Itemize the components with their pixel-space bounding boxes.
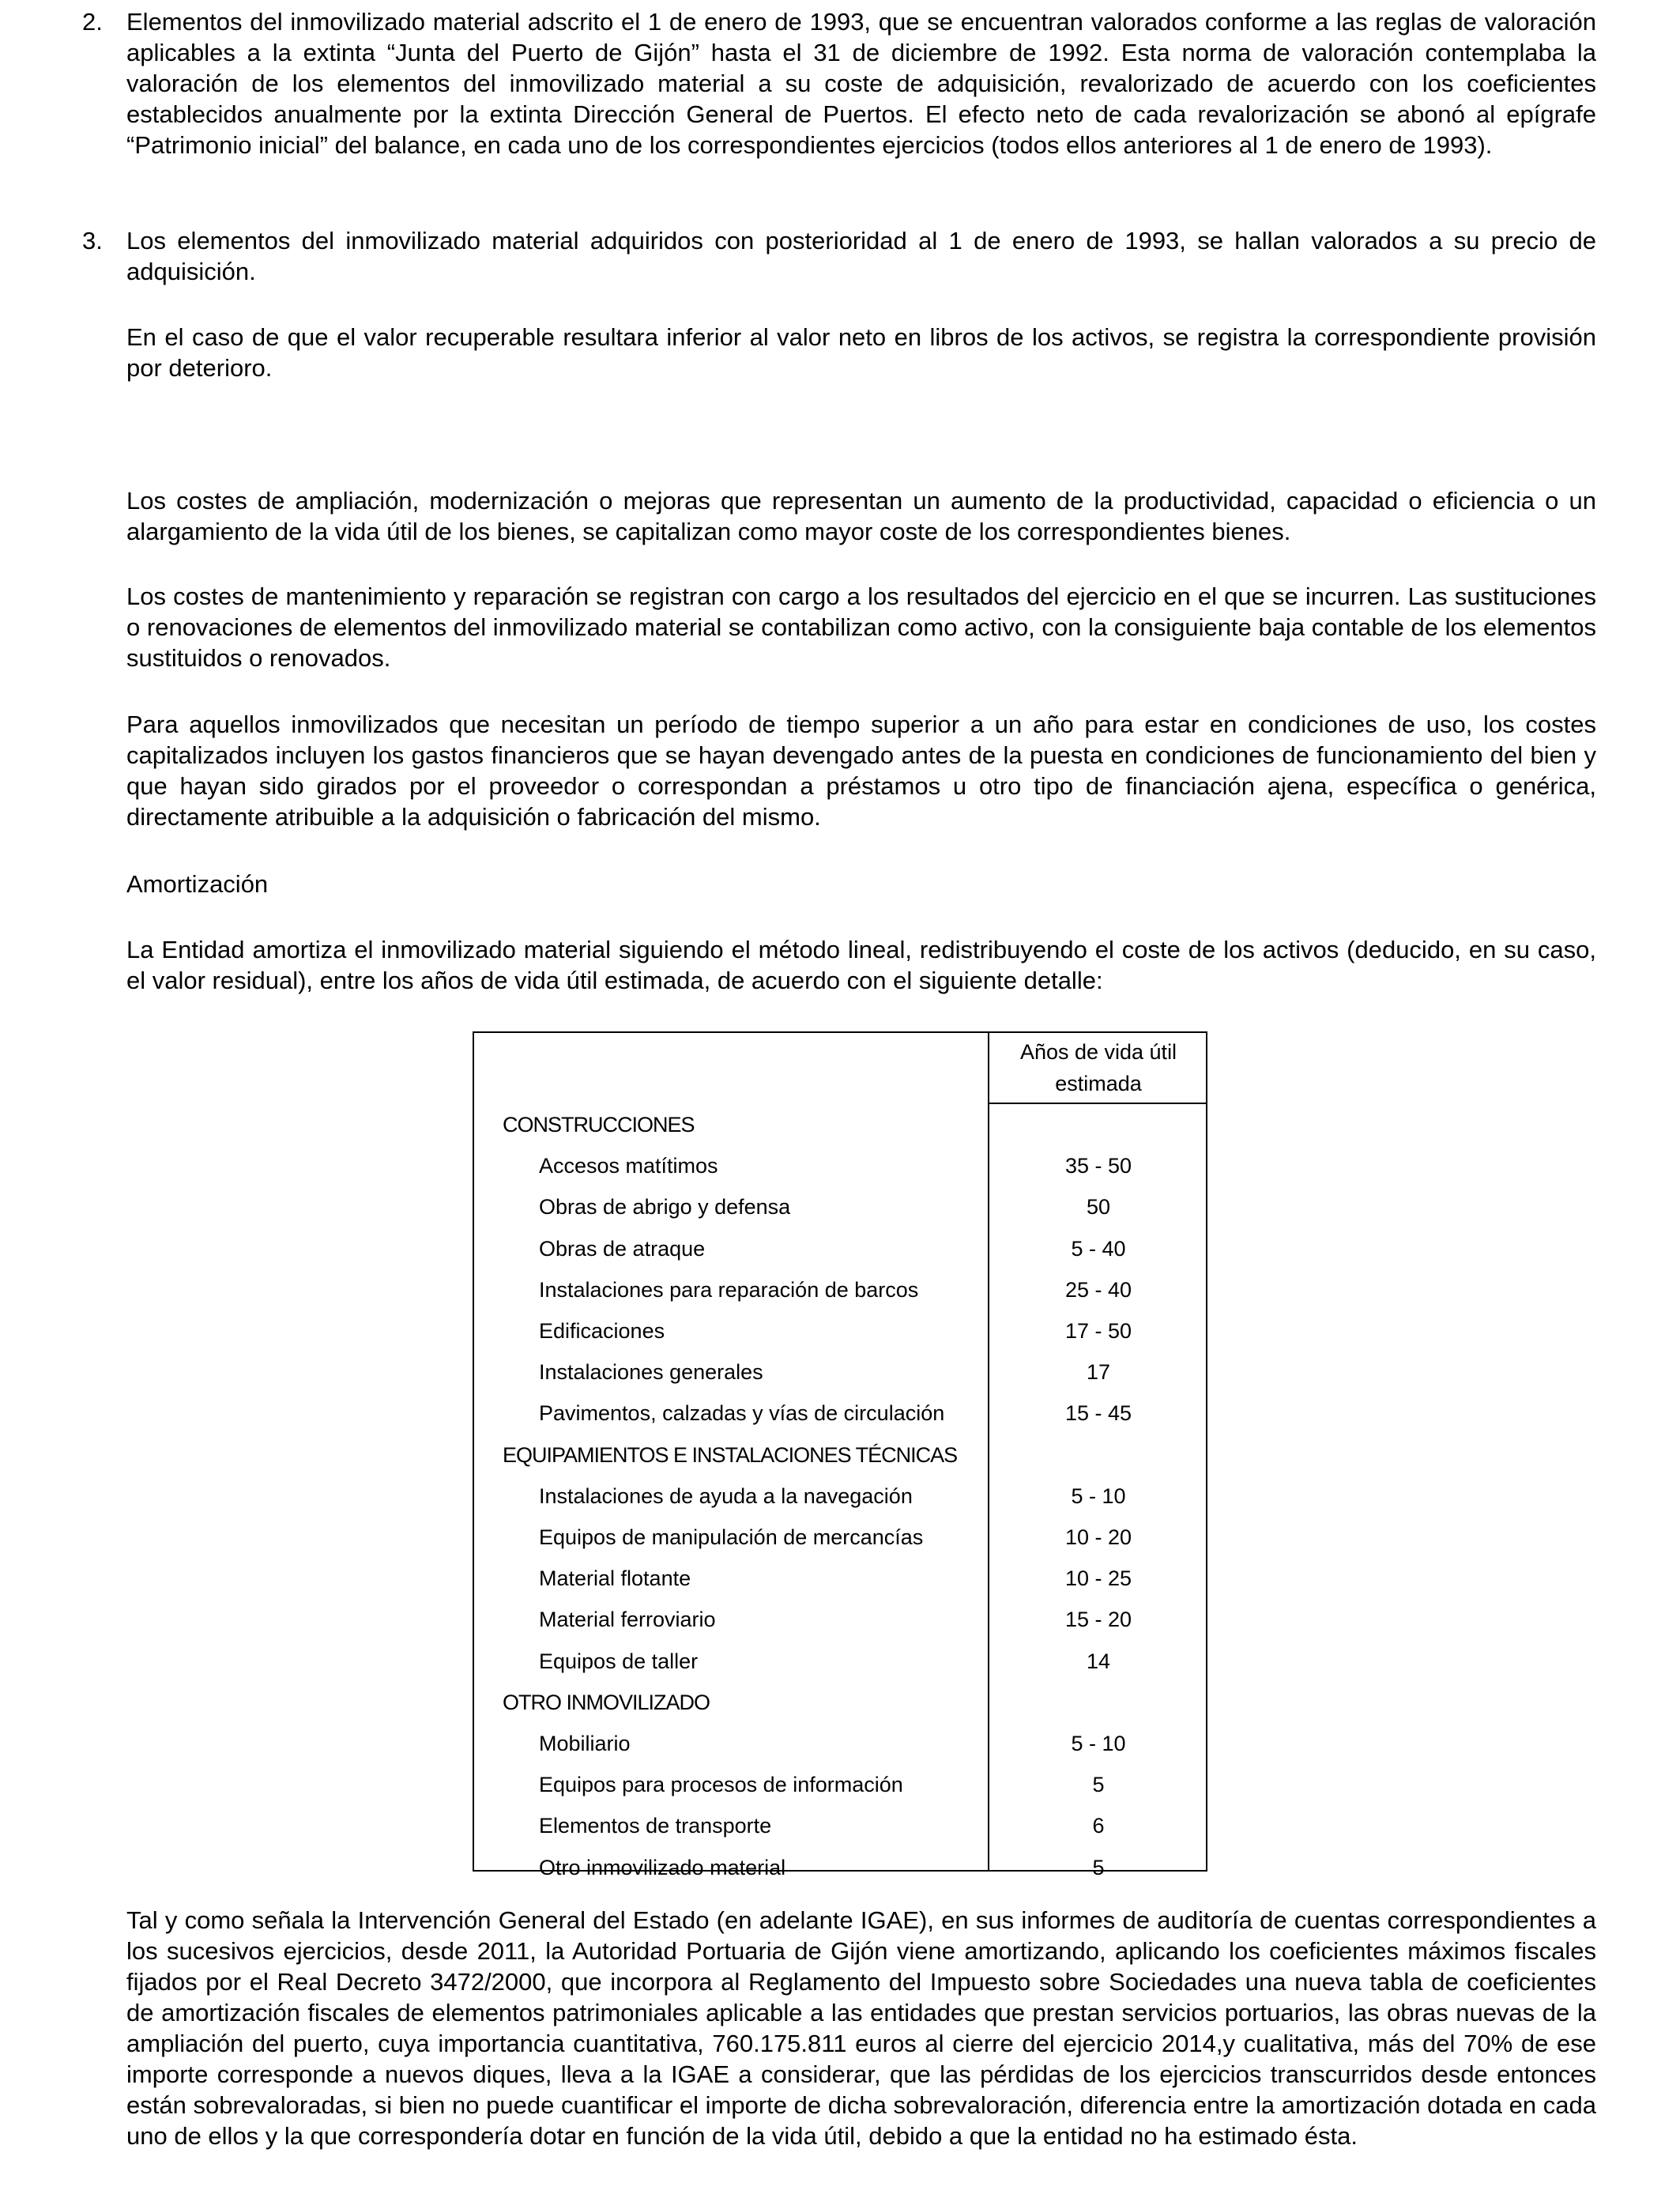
- paragraph-ampliacion: Los costes de ampliación, modernización o mejoras que representan un aumento de la productividad, capacidad o eficiencia o un alargamiento de la vida útil de los bienes, se capitalizan como mayor coste de los correspondientes bienes.: [126, 487, 1596, 545]
- table-row: [474, 1847, 1207, 1888]
- list-item-2-text: Elementos del inmovilizado material adscrito el 1 de enero de 1993, que se encuentran valorados conforme a las reglas de valoración aplicables a la extinta “Junta del Puerto de Gijón” hasta el 31 de diciembre de 1992. Esta norma de valoración contemplaba la valoración de los elementos del inmovilizado material a su coste de adquisición, revalorizado de acuerdo con los coeficientes establecidos anualmente por la extinta Dirección General de Puertos. El efecto neto de cada revalorización se abonó al epígrafe “Patrimonio inicial” del balance, en cada uno de los correspondientes ejercicios (todos ellos anteriores al 1 de enero de 1993).: [126, 8, 1596, 159]
- table-row-label: Pavimentos, calzadas y vías de circulación: [539, 1401, 945, 1426]
- table-category-row: [474, 1104, 1207, 1145]
- table-row-label: Mobiliario: [539, 1732, 631, 1755]
- table-row: [474, 1476, 1207, 1517]
- table-category-row: [474, 1682, 1207, 1723]
- table-row: [474, 1186, 1207, 1227]
- list-number-2: 2.: [82, 8, 103, 36]
- table-row-years: 10 - 25: [1064, 1566, 1132, 1591]
- table-row-label: Instalaciones de ayuda a la navegación: [539, 1483, 913, 1508]
- table-row: [474, 1641, 1207, 1682]
- table-row: [474, 1145, 1207, 1186]
- table-row-years: 5: [1092, 1855, 1105, 1879]
- paragraph-amortizacion-intro: La Entidad amortiza el inmovilizado material siguiendo el método lineal, redistribuyendo el coste de los activos (deducido, en su caso, el valor residual), entre los años de vida útil estimada, de acuerdo con el siguiente detalle:: [126, 936, 1596, 994]
- section-heading-amortizacion: Amortización: [126, 870, 269, 898]
- table-row-years: 17 - 50: [1064, 1319, 1132, 1343]
- table-row-label: Obras de atraque: [539, 1236, 706, 1261]
- table-row: [474, 1351, 1207, 1393]
- table-row: [474, 1517, 1207, 1558]
- useful-life-table: [473, 1031, 1207, 1879]
- table-row: [474, 1269, 1207, 1310]
- table-row-label: Instalaciones para reparación de barcos: [539, 1277, 919, 1302]
- table-row-years: 17: [1086, 1360, 1111, 1385]
- table-row-label: Material flotante: [539, 1566, 691, 1591]
- table-column-header: [989, 1035, 1207, 1099]
- table-row-years: 5 - 10: [1071, 1732, 1126, 1755]
- table-row-label: Edificaciones: [539, 1319, 665, 1343]
- table-row-label: Accesos matítimos: [539, 1154, 718, 1178]
- table-row-label: Equipos para procesos de información: [539, 1773, 903, 1797]
- table-category-label: CONSTRUCCIONES: [503, 1113, 695, 1137]
- table-row: [474, 1723, 1207, 1764]
- table-row-label: Instalaciones generales: [539, 1360, 763, 1385]
- table-row-years: 10 - 20: [1064, 1525, 1132, 1549]
- table-row: [474, 1393, 1207, 1434]
- table-row-years: 15 - 45: [1064, 1401, 1132, 1426]
- table-row-label: Obras de abrigo y defensa: [539, 1195, 791, 1220]
- table-row-years: 14: [1086, 1649, 1111, 1673]
- table-row: [474, 1805, 1207, 1846]
- paragraph-financieros: Para aquellos inmovilizados que necesitan un período de tiempo superior a un año para estar en condiciones de uso, los costes capitalizados incluyen los gastos financieros que se hayan devengado antes de la puesta en condiciones de funcionamiento del bien y que hayan sido girados por el proveedor o correspondan a préstamos u otro tipo de financiación ajena, específica o genérica, directamente atribuible a la adquisición o fabricación del mismo.: [126, 711, 1596, 831]
- table-row-label: Equipos de manipulación de mercancías: [539, 1525, 924, 1549]
- table-row-years: 50: [1086, 1195, 1111, 1220]
- table-header-line-1: Años de vida útil: [1019, 1040, 1177, 1064]
- table-row-years: 5 - 10: [1071, 1483, 1126, 1508]
- table-row-years: 15 - 20: [1064, 1608, 1132, 1632]
- list-number-3: 3.: [82, 227, 103, 254]
- table-category-label: OTRO INMOVILIZADO: [503, 1690, 710, 1714]
- table-header-line-2: estimada: [1055, 1072, 1142, 1095]
- list-item-3-text: Los elementos del inmovilizado material adquiridos con posterioridad al 1 de enero de 1993, se hallan valorados a su precio de adquisición.: [126, 227, 1596, 285]
- table-category-label: EQUIPAMIENTOS E INSTALACIONES TÉCNICAS: [503, 1442, 958, 1467]
- table-category-row: [474, 1434, 1207, 1476]
- table-row: [474, 1228, 1207, 1269]
- table-row-label: Elementos de transporte: [539, 1814, 772, 1838]
- paragraph-deterioro: En el caso de que el valor recuperable resultara inferior al valor neto en libros de los activos, se registra la correspondiente provisión por deterioro.: [126, 323, 1596, 382]
- table-row-years: 5: [1092, 1773, 1105, 1797]
- table-row-years: 5 - 40: [1071, 1236, 1126, 1261]
- table-row: [474, 1310, 1207, 1351]
- table-row-label: Equipos de taller: [539, 1649, 699, 1673]
- paragraph-mantenimiento: Los costes de mantenimiento y reparación se registran con cargo a los resultados del ejercicio en el que se incurren. Las sustituciones o renovaciones de elementos del inmovilizado material se contabilizan como activo, con la consiguiente baja contable de los elementos sustituidos o renovados.: [126, 582, 1596, 672]
- table-row-years: 35 - 50: [1064, 1154, 1132, 1178]
- table-row-label: Material ferroviario: [539, 1608, 716, 1632]
- table-row: [474, 1599, 1207, 1640]
- paragraph-igae: Tal y como señala la Intervención General del Estado (en adelante IGAE), en sus informes de auditoría de cuentas correspondientes a los sucesivos ejercicios, desde 2011, la Autoridad Portuaria de Gijón viene amortizando, aplicando los coeficientes máximos fiscales fijados por el Real Decreto 3472/2000, que incorpora al Reglamento del Impuesto sobre Sociedades una nueva tabla de coeficientes de amortización fiscales de elementos patrimoniales aplicable a las entidades que prestan servicios portuarios, las obras nuevas de la ampliación del puerto, cuya importancia cuantitativa, 760.175.811 euros al cierre del ejercicio 2014,y cualitativa, más del 70% de ese importe corresponde a nuevos diques, lleva a la IGAE a considerar, que las pérdidas de los ejercicios transcurridos desde entonces están sobrevaloradas, si bien no puede cuantificar el importe de dicha sobrevaloración, diferencia entre la amortización dotada en cada uno de ellos y la que correspondería dotar en función de la vida útil, debido a que la entidad no ha estimado ésta.: [126, 1906, 1596, 2150]
- table-row-years: 6: [1092, 1814, 1105, 1838]
- table-row-years: 25 - 40: [1064, 1277, 1132, 1302]
- table-row: [474, 1764, 1207, 1805]
- table-row-label: Otro inmovilizado material: [539, 1855, 786, 1879]
- table-row: [474, 1558, 1207, 1599]
